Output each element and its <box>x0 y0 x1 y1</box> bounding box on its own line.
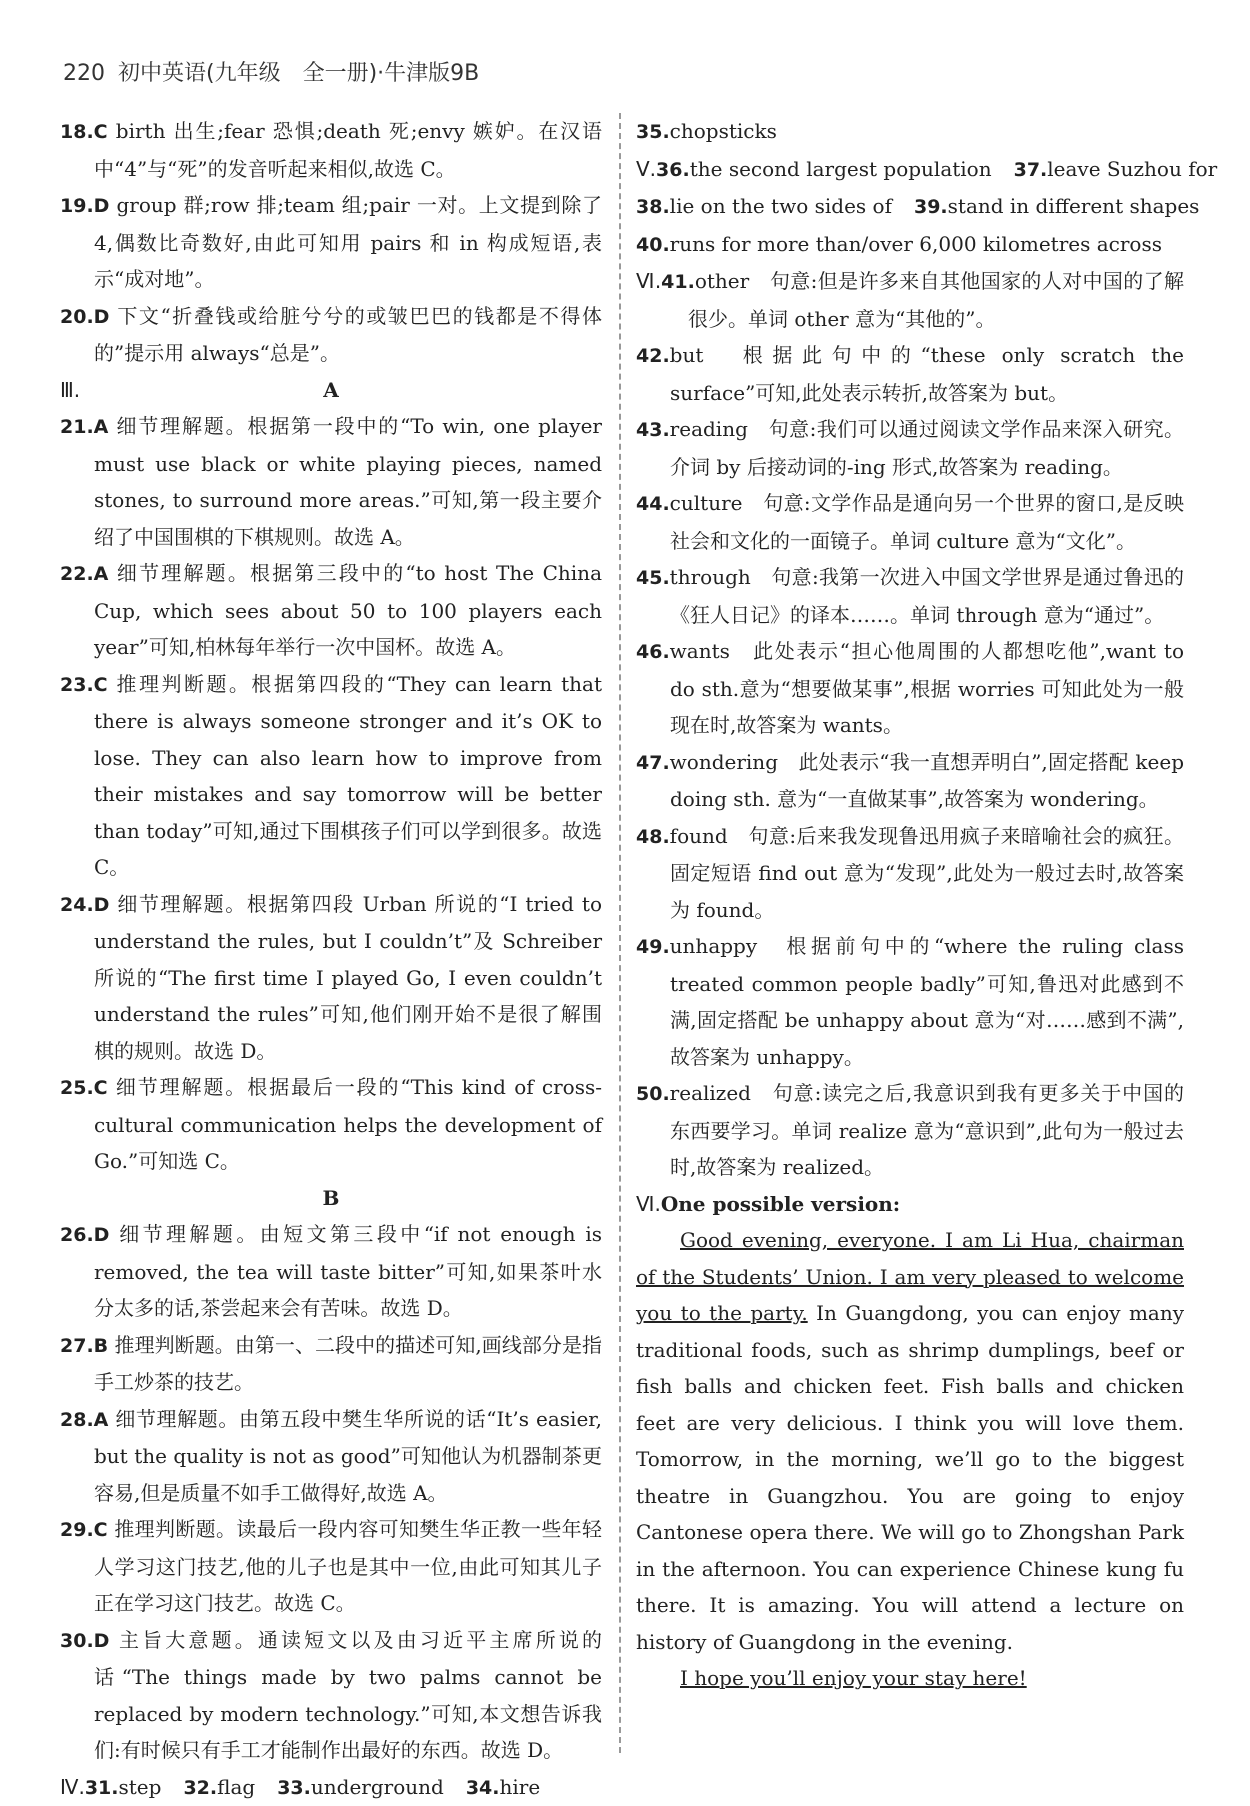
answer-item-22: 22.A 细节理解题。根据第三段中的“to host The China Cup, which sees about 50 to 100 players each year”可知,柏林每年举行一次中国杯。故选 A。 <box>60 555 602 666</box>
answer-item-41: Ⅵ.41.other 句意:但是许多来自其他国家的人对中国的了解很少。单词 other 意为“其他的”。 <box>636 263 1184 337</box>
sample-essay <box>636 1186 1184 1697</box>
answer-item-43: 43.reading 句意:我们可以通过阅读文学作品来深入研究。介词 by 后接动词的-ing 形式,故答案为 reading。 <box>636 411 1184 485</box>
answer-36-37: Ⅴ.36.the second largest population 37.leave Suzhou for <box>636 151 1184 189</box>
answer-item-21: 21.A 细节理解题。根据第一段中的“To win, one player must use black or white playing pieces, named stones, to surround more areas.”可知,第一段主要介绍了中国围棋的下棋规则。故选 A。 <box>60 408 602 555</box>
left-column <box>60 113 602 1806</box>
answer-item-29: 29.C 推理判断题。读最后一段内容可知樊生华正教一些年轻人学习这门技艺,他的儿子也是其中一位,由此可知其儿子正在学习这门技艺。故选 C。 <box>60 1511 602 1622</box>
book-title: 初中英语(九年级 全一册)·牛津版9B <box>118 61 479 86</box>
answer-item-42: 42.but 根据此句中的“these only scratch the surface”可知,此处表示转折,故答案为 but。 <box>636 337 1184 411</box>
essay-heading: Ⅵ.One possible version: <box>636 1186 1184 1223</box>
answer-item-49: 49.unhappy 根据前句中的“where the ruling class treated common people badly”可知,鲁迅对此感到不满,固定搭配 be unhappy about 意为“对……感到不满”,故答案为 unhappy。 <box>636 928 1184 1075</box>
answer-item-46: 46.wants 此处表示“担心他周围的人都想吃他”,want to do sth.意为“想要做某事”,根据 worries 可知此处为一般现在时,故答案为 wants。 <box>636 633 1184 744</box>
essay-closing: I hope you’ll enjoy your stay here! <box>636 1660 1184 1697</box>
answer-item-20: 20.D 下文“折叠钱或给脏兮兮的或皱巴巴的钱都是不得体的”提示用 always“总是”。 <box>60 298 602 372</box>
column-divider <box>619 113 621 1753</box>
essay-body: Good evening, everyone. I am Li Hua, chairman of the Students’ Union. I am very pleased to welcome you to the party. In Guangdong, you can enjoy many traditional foods, such as shrimp dumplings, beef or fish balls and chicken feet. Fish balls and chicken feet are very delicious. I think you will love them. Tomorrow, in the morning, we’ll go to the biggest theatre in Guangzhou. You are going to enjoy Cantonese opera there. We will go to Zhongshan Park in the afternoon. You can experience Chinese kung fu there. It is amazing. You will attend a lecture on history of Guangdong in the evening. <box>636 1222 1184 1660</box>
answer-item-50: 50.realized 句意:读完之后,我意识到我有更多关于中国的东西要学习。单词 realize 意为“意识到”,此句为一般过去时,故答案为 realized。 <box>636 1075 1184 1186</box>
answer-item-28: 28.A 细节理解题。由第五段中樊生华所说的话“It’s easier, but the quality is not as good”可知他认为机器制茶更容易,但是质量不如手工做得好,故选 A。 <box>60 1401 602 1512</box>
answer-35: 35.chopsticks <box>636 113 1184 151</box>
answer-item-45: 45.through 句意:我第一次进入中国文学世界是通过鲁迅的《狂人日记》的译本……。单词 through 意为“通过”。 <box>636 559 1184 633</box>
page-header <box>63 56 479 87</box>
section-4-answers: Ⅳ.31.step 32.flag 33.underground 34.hire <box>60 1769 602 1806</box>
section-3-heading: Ⅲ. A <box>60 372 602 409</box>
part-a-heading: A <box>60 372 602 409</box>
answer-item-48: 48.found 句意:后来我发现鲁迅用疯子来暗喻社会的疯狂。固定短语 find out 意为“发现”,此处为一般过去时,故答案为 found。 <box>636 818 1184 929</box>
answer-item-26: 26.D 细节理解题。由短文第三段中“if not enough is removed, the tea will taste bitter”可知,如果茶叶水分太多的话,茶尝起来会有苦味。故选 D。 <box>60 1216 602 1327</box>
part-b-heading: B <box>60 1180 602 1217</box>
right-column <box>636 113 1184 1697</box>
answer-item-25: 25.C 细节理解题。根据最后一段的“This kind of cross-cultural communication helps the development of Go.”可知选 C。 <box>60 1069 602 1180</box>
answer-item-27: 27.B 推理判断题。由第一、二段中的描述可知,画线部分是指手工炒茶的技艺。 <box>60 1327 602 1401</box>
essay-underlined-opening: Good evening, everyone. I am Li Hua, chairman of the Students’ Union. I am very pleased to welcome you to the party. <box>636 1228 1184 1325</box>
answer-item-30: 30.D 主旨大意题。通读短文以及由习近平主席所说的话“The things made by two palms cannot be replaced by modern technology.”可知,本文想告诉我们:有时候只有手工才能制作出最好的东西。故选 D。 <box>60 1622 602 1769</box>
answer-item-19: 19.D group 群;row 排;team 组;pair 一对。上文提到除了4,偶数比奇数好,由此可知用 pairs 和 in 构成短语,表示“成对地”。 <box>60 187 602 298</box>
answer-item-23: 23.C 推理判断题。根据第四段的“They can learn that there is always someone stronger and it’s OK to lose. They can also learn how to improve from their mistakes and say tomorrow will be better than today”可知,通过下围棋孩子们可以学到很多。故选 C。 <box>60 666 602 886</box>
answer-40: 40.runs for more than/over 6,000 kilometres across <box>636 226 1184 264</box>
answer-item-47: 47.wondering 此处表示“我一直想弄明白”,固定搭配 keep doing sth. 意为“一直做某事”,故答案为 wondering。 <box>636 744 1184 818</box>
answer-item-44: 44.culture 句意:文学作品是通向另一个世界的窗口,是反映社会和文化的一面镜子。单词 culture 意为“文化”。 <box>636 485 1184 559</box>
answer-item-18: 18.C birth 出生;fear 恐惧;death 死;envy 嫉妒。在汉语中“4”与“死”的发音听起来相似,故选 C。 <box>60 113 602 187</box>
answer-38-39: 38.lie on the two sides of 39.stand in different shapes <box>636 188 1184 226</box>
answer-item-24: 24.D 细节理解题。根据第四段 Urban 所说的“I tried to understand the rules, but I couldn’t”及 Schreiber 所说的“The first time I played Go, I even couldn’t understand the rules”可知,他们刚开始不是很了解围棋的规则。故选 D。 <box>60 886 602 1070</box>
page-number: 220 <box>63 61 105 86</box>
